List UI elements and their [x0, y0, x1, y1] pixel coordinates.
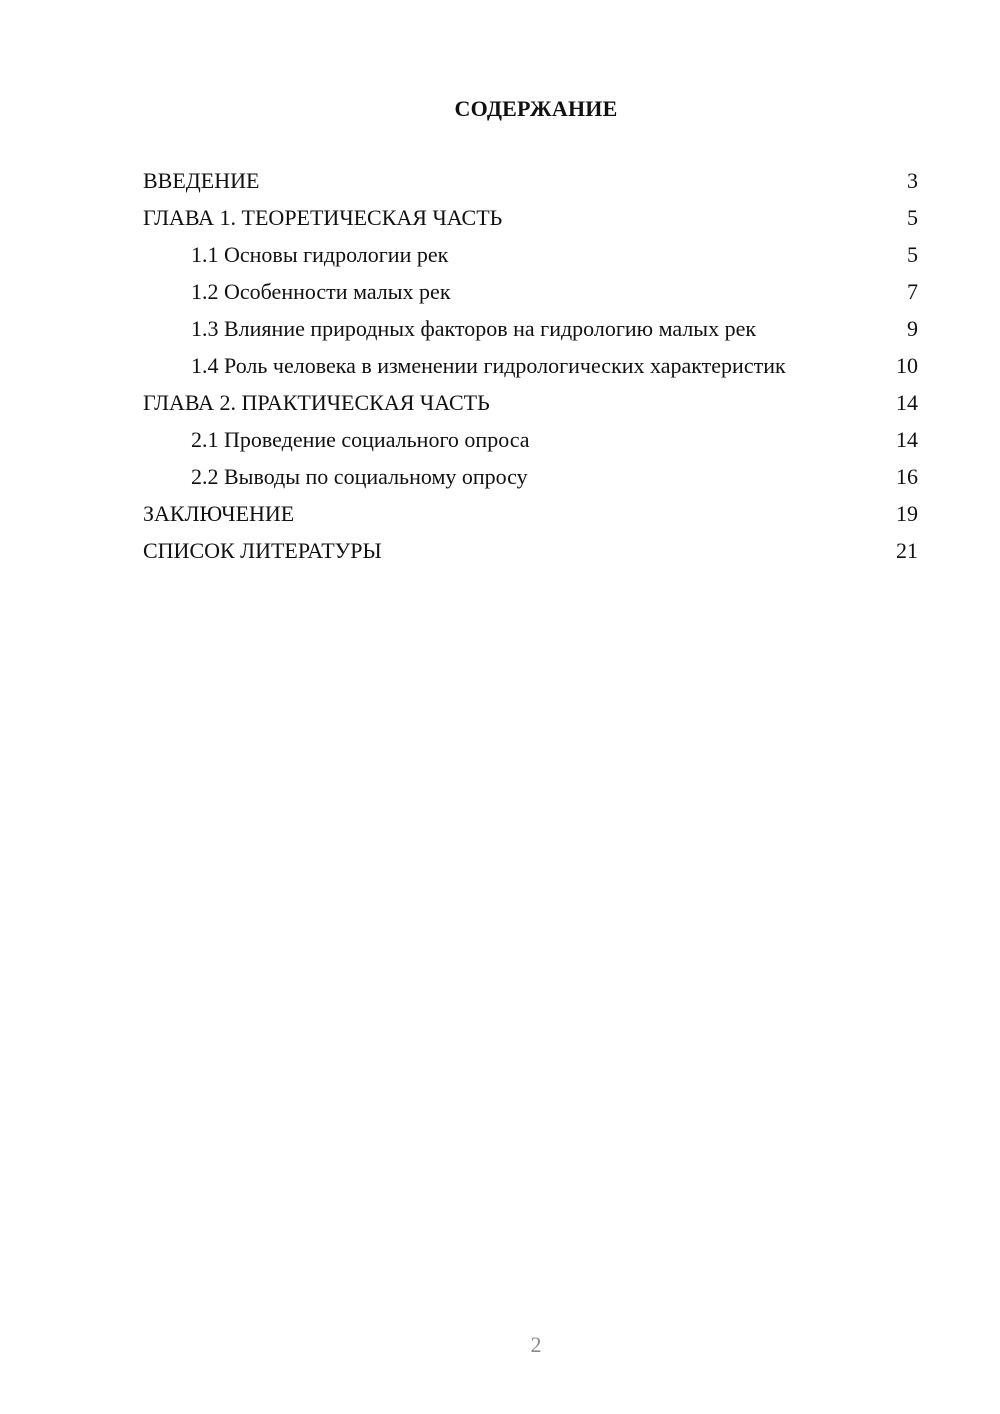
table-of-contents: [143, 168, 918, 575]
toc-entry: [143, 205, 918, 231]
toc-entry-title: 2.1 Проведение социального опроса: [191, 427, 530, 452]
toc-entry-page: 14: [896, 390, 918, 415]
toc-entry-title: ЗАКЛЮЧЕНИЕ: [143, 501, 295, 526]
toc-entry: [143, 427, 918, 453]
toc-entry-page: 16: [896, 464, 918, 489]
toc-entry-page: 7: [907, 279, 918, 304]
toc-entry-page: 21: [896, 538, 918, 563]
toc-entry: [143, 168, 918, 194]
toc-entry: [143, 501, 918, 527]
toc-entry-title: 1.1 Основы гидрологии рек: [191, 242, 449, 267]
toc-entry-page: 14: [896, 427, 918, 452]
toc-entry: [143, 353, 918, 379]
toc-entry-page: 5: [907, 242, 918, 267]
toc-entry-title: СПИСОК ЛИТЕРАТУРЫ: [143, 538, 382, 563]
toc-entry-title: 1.2 Особенности малых рек: [191, 279, 451, 304]
toc-entry-title: 2.2 Выводы по социальному опросу: [191, 464, 528, 489]
toc-entry-title: 1.3 Влияние природных факторов на гидрологию малых рек: [191, 316, 757, 341]
toc-entry-page: 9: [907, 316, 918, 341]
page-number: 2: [530, 1332, 542, 1357]
toc-entry-title: ВВЕДЕНИЕ: [143, 168, 260, 193]
page-title: СОДЕРЖАНИЕ: [454, 96, 618, 121]
toc-entry: [143, 279, 918, 305]
toc-entry-page: 5: [907, 205, 918, 230]
toc-entry: [143, 390, 918, 416]
toc-entry-page: 10: [896, 353, 918, 378]
toc-entry: [143, 316, 918, 342]
toc-entry-page: 3: [907, 168, 918, 193]
toc-entry-title: 1.4 Роль человека в изменении гидрологических характеристик: [191, 353, 786, 378]
toc-entry: [143, 538, 918, 564]
toc-entry: [143, 242, 918, 268]
toc-entry-title: ГЛАВА 2. ПРАКТИЧЕСКАЯ ЧАСТЬ: [143, 390, 490, 415]
toc-entry-page: 19: [896, 501, 918, 526]
toc-entry-title: ГЛАВА 1. ТЕОРЕТИЧЕСКАЯ ЧАСТЬ: [143, 205, 503, 230]
toc-entry: [143, 464, 918, 490]
